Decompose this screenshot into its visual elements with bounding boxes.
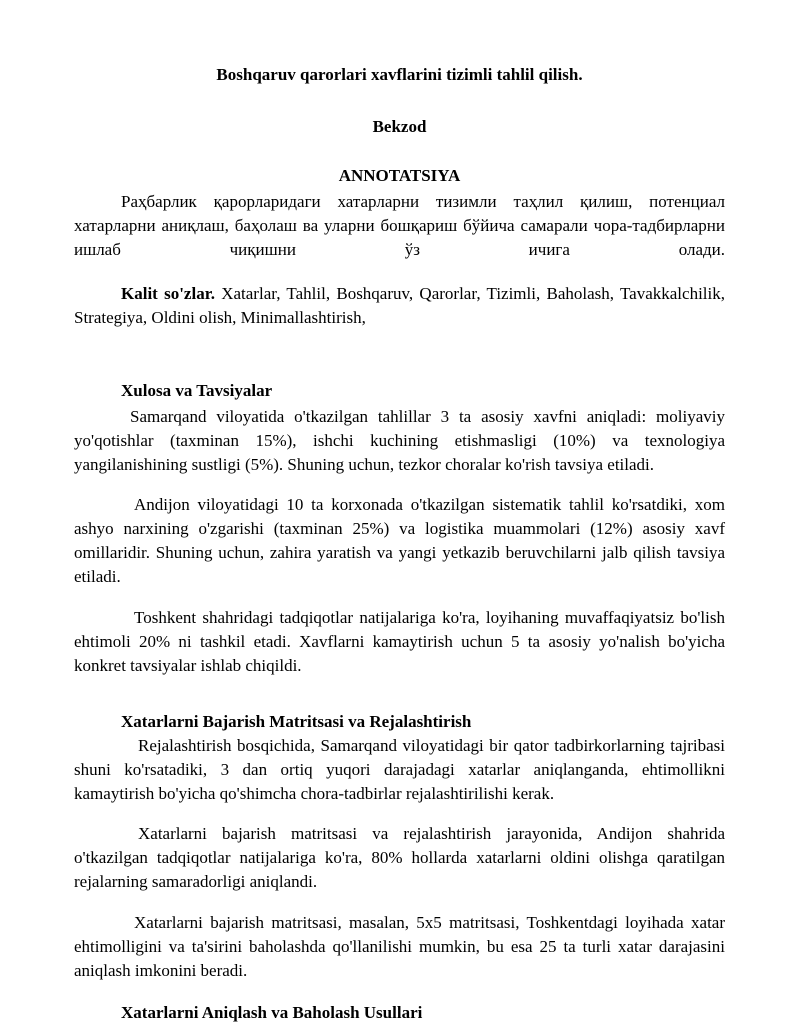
keywords-block [74,282,725,330]
keywords-label: Kalit so'zlar. [121,284,215,303]
section-paragraph [74,405,725,477]
section-paragraph [74,606,725,678]
author-name: Bekzod [372,117,427,136]
section-heading-matrix: Xatarlarni Bajarish Matritsasi va Rejalashtirish [121,712,472,731]
paragraph-text: Xatarlarni bajarish matritsasi, masalan, 5x5 matritsasi, Toshkentdagi loyihada xatar ehtimolligini va ta'sirini baholashda qo'llanilishi mumkin, bu esa 25 ta turli xatar darajasini aniqlash imkonini beradi. [74,913,725,980]
section-heading-conclusions: Xulosa va Tavsiyalar [121,381,273,400]
keywords-paragraph [74,282,725,330]
paragraph-text: Toshkent shahridagi tadqiqotlar natijalariga ko'ra, loyihaning muvaffaqiyatsiz bo'lish ehtimoli 20% ni tashkil etadi. Xavflarni kamaytirish uchun 5 ta asosiy yo'nalish bo'yicha konkret tavsiyalar ishlab chiqildi. [74,608,725,675]
paragraph-text: Samarqand viloyatida o'tkazilgan tahlillar 3 ta asosiy xavfni aniqladi: moliyaviy yo'qotishlar (taxminan 15%), ishchi kuchining etishmasligi (10%) va texnologiya yangilanishining sustligi (5%). Shuning uchun, tezkor choralar ko'rish tavsiya etiladi. [74,407,725,474]
annotation-heading: ANNOTATSIYA [338,166,461,185]
paragraph-text: Xatarlarni bajarish matritsasi va rejalashtirish jarayonida, Andijon shahrida o'tkazilgan tadqiqotlar natijalariga ko'ra, 80% hollarda xatarlarni oldini olishga qaratilgan rejalarning samaradorligi aniqlandi. [74,824,725,891]
keywords-text: Xatarlar, Tahlil, Boshqaruv, Qarorlar, Tizimli, Baholash, Tavakkalchilik, Strategiya, Oldini olish, Minimallashtirish, [74,284,725,327]
annotation-paragraph: Раҳбарлик қарорларидаги хатарларни тизимли таҳлил қилиш, потенциал хатарларни аниқлаш, баҳолаш ва уларни бошқариш бўйича самарали чора-тадбирларни ишлаб чиқишни ўз ичига олади. [74,192,725,259]
section-paragraph [74,493,725,589]
paragraph-text: Rejalashtirish bosqichida, Samarqand viloyatidagi bir qator tadbirkorlarning tajribasi shuni ko'rsatadiki, 3 dan ortiq yuqori darajadagi xatarlar aniqlanganda, ehtimollikni kamaytirish bo'yicha qo'shimcha chora-tadbirlar rejalashtirilishi kerak. [74,736,725,803]
section-paragraph [74,911,725,983]
section-paragraph [74,822,725,894]
section-paragraph [74,734,725,806]
section-heading-methods: Xatarlarni Aniqlash va Baholash Usullari [121,1003,423,1022]
paragraph-text: Andijon viloyatidagi 10 ta korxonada o'tkazilgan sistematik tahlil ko'rsatdiki, xom ashyo narxining o'zgarishi (taxminan 25%) va logistika muammolari (12%) asosiy xavf omillaridir. Shuning uchun, zahira yaratish va yangi yetkazib beruvchilarni jalb qilish tavsiya etiladi. [74,495,725,586]
annotation-text [74,190,725,262]
document-title: Boshqaruv qarorlari xavflarini tizimli tahlil qilish. [216,65,583,84]
